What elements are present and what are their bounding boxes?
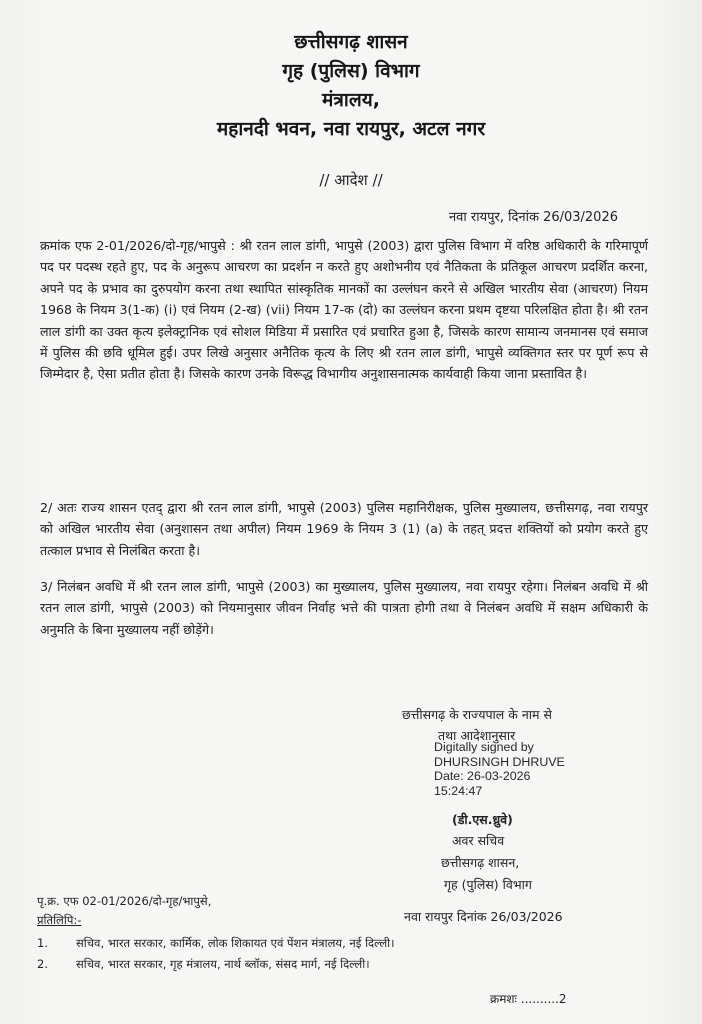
copy-item-number: 1.: [37, 936, 48, 950]
digital-signature-line-1: Digitally signed by: [434, 740, 534, 754]
copy-item-number: 2.: [37, 957, 48, 971]
digital-signature: [434, 740, 565, 798]
endorsement-reference: पृ.क्र. एफ 02-01/2026/दो-गृह/भापुसे,: [37, 894, 212, 908]
signatory-department: गृह (पुलिस) विभाग: [444, 877, 532, 892]
copy-item: [37, 957, 370, 972]
copy-heading: प्रतिलिपि:-: [37, 913, 82, 927]
letterhead: [0, 28, 702, 144]
govt-name: छत्तीसगढ़ शासन: [294, 31, 408, 53]
by-order-line-2: तथा आदेशानुसार: [438, 728, 516, 743]
signatory-name: (डी.एस.ध्रुवे): [452, 812, 513, 827]
endorsement-date: नवा रायपुर दिनांक 26/03/2026: [404, 909, 563, 924]
continued-marker: क्रमशः ..........2: [490, 992, 567, 1006]
digital-signature-date: Date: 26-03-2026: [434, 769, 531, 784]
signatory-government: छत्तीसगढ़ शासन,: [441, 855, 520, 870]
paragraph-3: 3/ निलंबन अवधि में श्री रतन लाल डांगी, भापुसे (2003) का मुख्यालय, पुलिस मुख्यालय, नवा रायपुर रहेगा। निलंबन अवधि में श्री रतन लाल डांगी, भापुसे (2003) को नियमानुसार जीवन निर्वाह भत्ते की पात्रता होगी तथा वे निलंबन अवधि में सक्षम अधिकारी के अनुमति के बिना मुख्यालय नहीं छोड़ेंगे।: [40, 579, 648, 637]
digital-signature-name: DHURSINGH DHRUVE: [434, 754, 565, 769]
by-order-line-1: छत्तीसगढ़ के राज्यपाल के नाम से: [402, 707, 552, 722]
office-address: महानदी भवन, नवा रायपुर, अटल नगर: [216, 118, 486, 140]
signatory-designation: अवर सचिव: [452, 833, 505, 848]
copy-item-text: सचिव, भारत सरकार, गृह मंत्रालय, नार्थ ब्लॉक, संसद मार्ग, नई दिल्ली।: [76, 957, 370, 971]
digital-signature-time: 15:24:47: [434, 783, 483, 798]
paragraph-1: क्रमांक एफ 2-01/2026/दो-गृह/भापुसे : श्री रतन लाल डांगी, भापुसे (2003) द्वारा पुलिस विभाग में वरिष्ठ अधिकारी के गरिमापूर्ण पद पर पदस्थ रहते हुए, पद के अनुरूप आचरण का प्रदर्शन न करते हुए अशोभनीय एवं नैतिकता के प्रतिकूल आचरण प्रदर्शित करना, अपने पद के प्रभाव का दुरुपयोग करना तथा स्थापित सांस्कृतिक मानकों का उल्लंघन करने से अखिल भारतीय सेवा (आचरण) नियम 1968 के नियम 3(1-क) (i) एवं नियम (2-ख) (vii) नियम 17-क (दो) का उल्लंघन करना प्रथम दृष्टया परिलक्षित होता है। श्री रतन लाल डांगी का उक्त कृत्य इलेक्ट्रानिक एवं सोशल मिडिया में प्रसारित एवं प्रचारित हुआ है, जिसके कारण सामान्य जनमानस एवं समाज में पुलिस की छवि धूमिल हुई। उपर लिखे अनुसार अनैतिक कृत्य के लिए श्री रतन लाल डांगी, भापुसे व्यक्तिगत स्तर पर पूर्ण रूप से जिम्मेदार है, ऐसा प्रतीत होता है। जिसके कारण उनके विरूद्ध विभागीय अनुशासनात्मक कार्यवाही किया जाना प्रस्तावित है।: [40, 238, 648, 382]
issue-date: नवा रायपुर, दिनांक 26/03/2026: [448, 210, 618, 225]
paragraph-2: 2/ अतः राज्य शासन एतद् द्वारा श्री रतन लाल डांगी, भापुसे (2003) पुलिस महानिरीक्षक, पुलिस मुख्यालय, छत्तीसगढ़, नवा रायपुर को अखिल भारतीय सेवा (अनुशासन तथा अपील) नियम 1969 के नियम 3 (1) (a) के तहत् प्रदत्त शक्तियों को प्रयोग करते हुए तत्काल प्रभाव से निलंबित करता है।: [40, 500, 648, 558]
department-name: गृह (पुलिस) विभाग: [282, 60, 420, 82]
order-title: // आदेश //: [319, 171, 383, 189]
copy-item: [37, 936, 394, 951]
copy-item-text: सचिव, भारत सरकार, कार्मिक, लोक शिकायत एवं पेंशन मंत्रालय, नई दिल्ली।: [76, 936, 395, 950]
ministry-name: मंत्रालय,: [322, 89, 380, 111]
